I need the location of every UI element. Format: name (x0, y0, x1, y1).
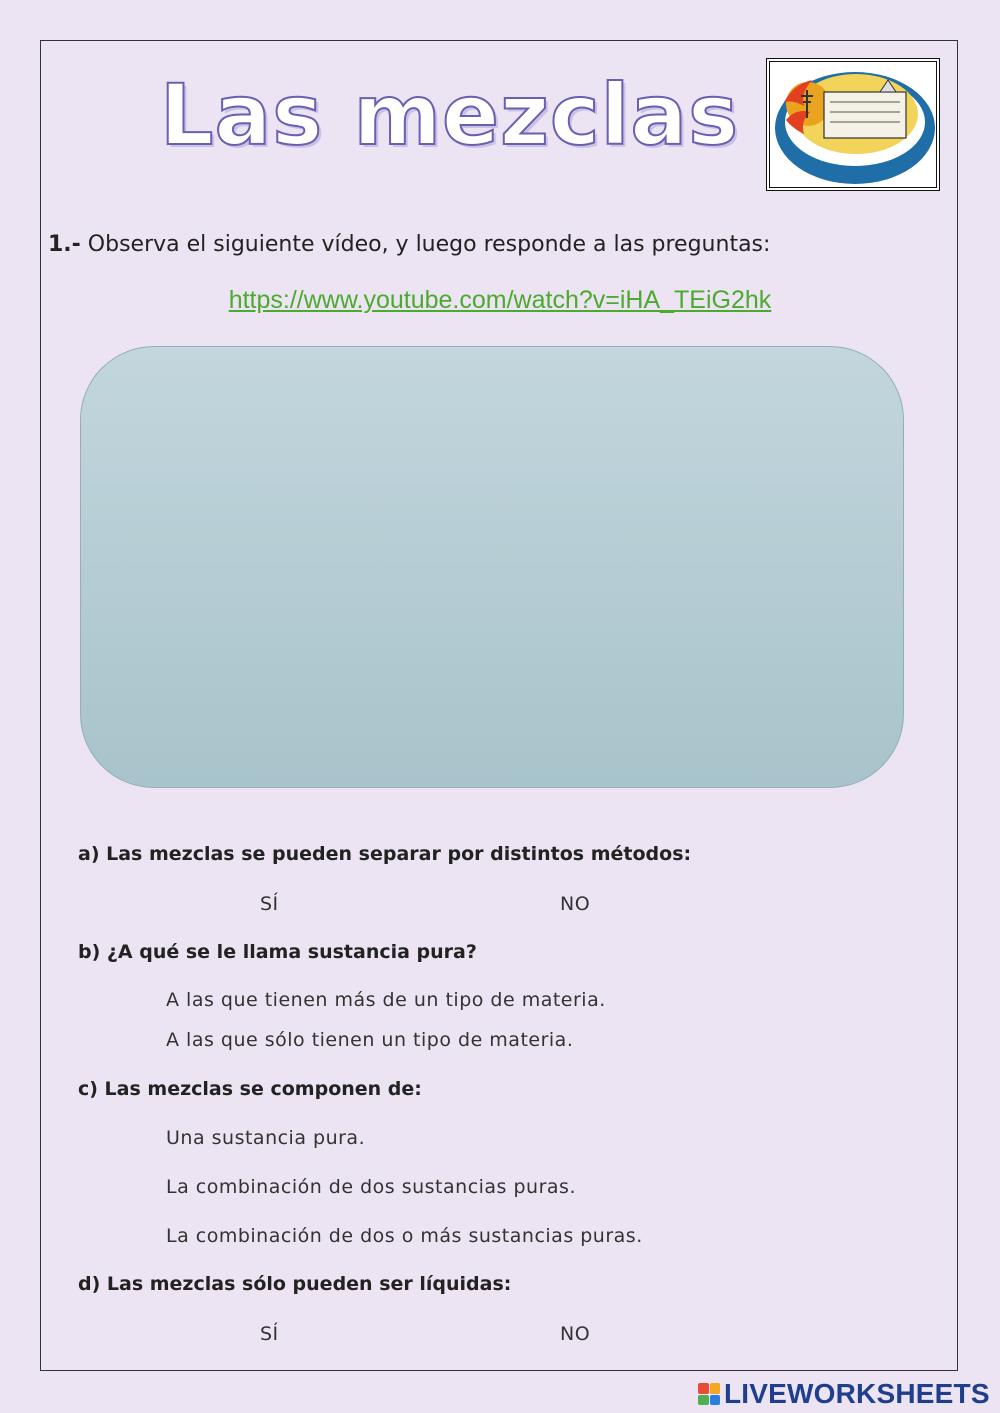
page-title: Las mezclas (160, 66, 740, 164)
question-d-option-si[interactable]: SÍ (260, 1323, 279, 1345)
question-b-option-1[interactable]: A las que tienen más de un tipo de materia. (166, 989, 606, 1011)
question-1-text: Observa el siguiente vídeo, y luego responde a las preguntas: (87, 232, 771, 257)
question-d: d) Las mezclas sólo pueden ser líquidas: (78, 1273, 512, 1295)
school-logo-icon (770, 62, 936, 187)
question-a-option-no[interactable]: NO (560, 893, 591, 915)
question-1-number: 1.- (48, 232, 81, 257)
question-a: a) Las mezclas se pueden separar por distintos métodos: (78, 843, 692, 865)
question-a-option-si[interactable]: SÍ (260, 893, 279, 915)
liveworksheets-logo-icon (698, 1383, 720, 1405)
liveworksheets-brand[interactable] (698, 1378, 990, 1410)
video-link[interactable]: https://www.youtube.com/watch?v=iHA_TEiG2hk (228, 286, 772, 314)
question-c-option-3[interactable]: La combinación de dos o más sustancias puras. (166, 1225, 643, 1247)
question-d-option-no[interactable]: NO (560, 1323, 591, 1345)
question-c-option-1[interactable]: Una sustancia pura. (166, 1127, 366, 1149)
question-1 (48, 232, 770, 257)
question-c-option-2[interactable]: La combinación de dos sustancias puras. (166, 1176, 576, 1198)
question-b-option-2[interactable]: A las que sólo tienen un tipo de materia. (166, 1029, 574, 1051)
school-logo (766, 58, 940, 191)
video-placeholder[interactable] (80, 346, 904, 788)
question-c: c) Las mezclas se componen de: (78, 1078, 422, 1100)
question-b: b) ¿A qué se le llama sustancia pura? (78, 941, 477, 963)
brand-name: LIVEWORKSHEETS (724, 1378, 990, 1409)
